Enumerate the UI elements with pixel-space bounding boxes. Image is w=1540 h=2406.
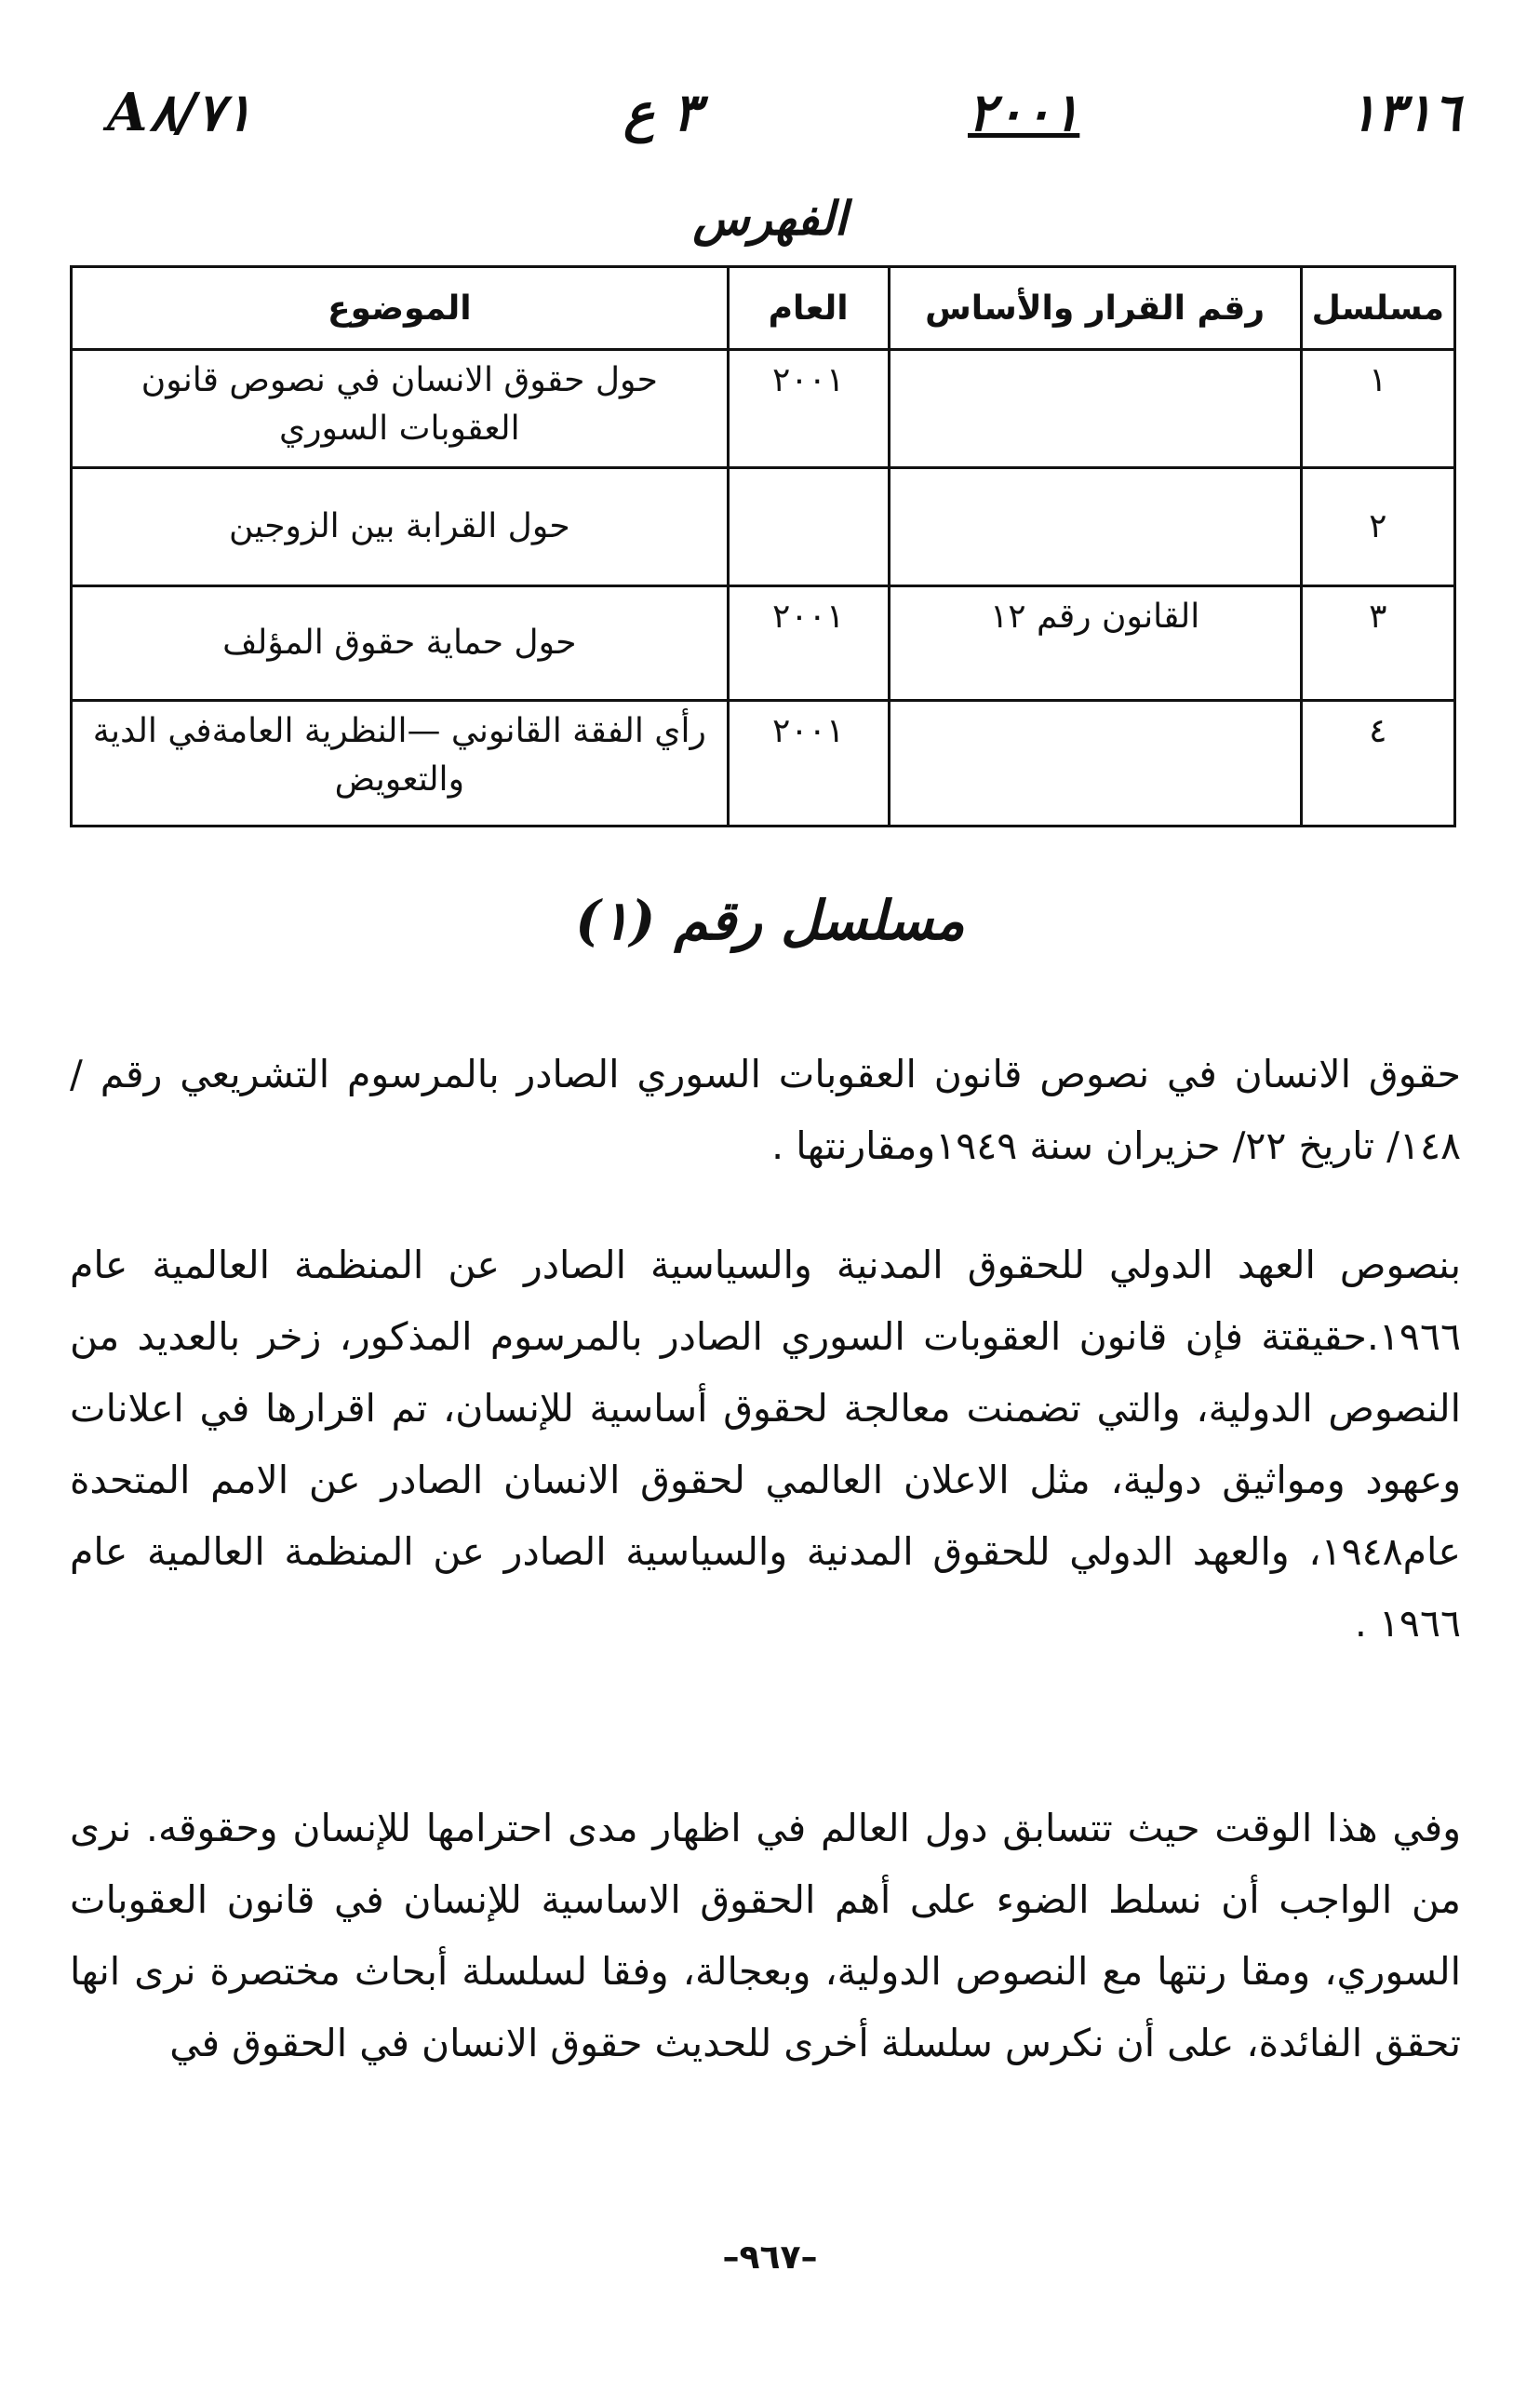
handwritten-record-number: ١٣١٦ [1348, 82, 1461, 143]
row-serial: ٤ [1301, 701, 1454, 827]
row-serial: ٢ [1301, 468, 1454, 586]
row-decision [889, 350, 1301, 468]
row-serial: ١ [1301, 350, 1454, 468]
header-topic: الموضوع [72, 267, 729, 350]
table-row [72, 350, 1455, 468]
row-topic: حول حماية حقوق المؤلف [72, 586, 729, 701]
row-serial: ٣ [1301, 586, 1454, 701]
row-decision [889, 468, 1301, 586]
handwritten-year: ٢٠٠١ [968, 82, 1080, 143]
index-header-row [72, 267, 1455, 350]
handwritten-archive-code: A٨/٧١ [107, 82, 253, 143]
table-row [72, 586, 1455, 701]
row-year: ٢٠٠١ [728, 701, 889, 827]
row-decision [889, 701, 1301, 827]
row-year: ٢٠٠١ [728, 586, 889, 701]
paragraph-comparison: بنصوص العهد الدولي للحقوق المدنية والسياسية الصادر عن المنظمة العالمية عام ١٩٦٦.حقيقتة فإن قانون العقوبات السوري الصادر بالمرسوم المذكور، زخر بالعديد من النصوص الدولية، والتي تضمنت معالجة لحقوق أساسية للإنسان، تم اقرارها في اعلانات وعهود ومواثيق دولية، مثل الاعلان العالمي لحقوق الانسان الصادر عن الامم المتحدة عام١٩٤٨، والعهد الدولي للحقوق المدنية والسياسية الصادر عن المنظمة العالمية عام ١٩٦٦ . [70, 1243, 1461, 1646]
row-year: ٢٠٠١ [728, 350, 889, 468]
paragraph-intro: حقوق الانسان في نصوص قانون العقوبات السوري الصادر بالمرسوم التشريعي رقم /١٤٨/ تاريخ ٢٢/ حزيران سنة ١٩٤٩ومقارنتها . [70, 1052, 1461, 1168]
row-decision: القانون رقم ١٢ [889, 586, 1301, 701]
section-title: مسلسل رقم (١) [575, 889, 965, 952]
index-title: الفهرس [692, 191, 848, 246]
row-topic: رأي الفقة القانوني —النظرية العامةفي الدية والتعويض [72, 701, 729, 827]
header-serial: مسلسل [1301, 267, 1454, 350]
paragraph-purpose: وفي هذا الوقت حيث تتسابق دول العالم في اظهار مدى احترامها للإنسان وحقوقه. نرى من الواجب أن نسلط الضوء على أهم الحقوق الاساسية للإنسان في قانون العقوبات السوري، ومقا رنتها مع النصوص الدولية، وبعجالة، وفقا لسلسلة أبحاث مختصرة نرى انها تحقق الفائدة، على أن نكرس سلسلة أخرى للحديث حقوق الانسان في الحقوق في [70, 1806, 1461, 2065]
row-topic: حول حقوق الانسان في نصوص قانون العقوبات السوري [72, 350, 729, 468]
table-row [72, 468, 1455, 586]
row-year [728, 468, 889, 586]
row-topic: حول القرابة بين الزوجين [72, 468, 729, 586]
handwritten-volume-number: ٣ ع [623, 82, 701, 143]
header-decision: رقم القرار والأساس [889, 267, 1301, 350]
table-row [72, 701, 1455, 827]
header-year: العام [728, 267, 889, 350]
index-table [70, 265, 1456, 827]
page-number: –٩٦٧– [722, 2238, 818, 2277]
